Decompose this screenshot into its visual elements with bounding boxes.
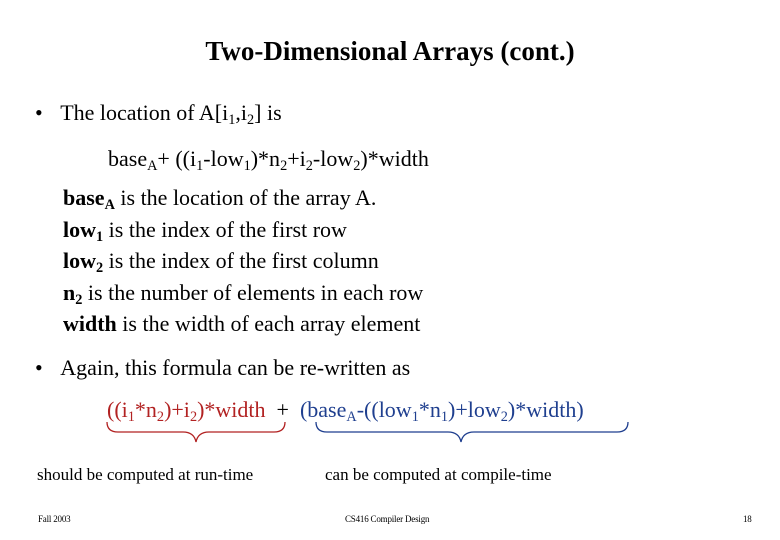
runtime-label: should be computed at run-time bbox=[37, 465, 254, 484]
compiletime-part: $(base_A-((low_1*n_1)+low_2)*width)$ bbox=[299, 397, 584, 425]
bullet-2-text: Again, this formula can be re-written as bbox=[60, 355, 411, 380]
definition-width: width is the width of each array element bbox=[63, 311, 421, 336]
definition-n2: $n_2$ is the number of elements in each row bbox=[63, 279, 424, 308]
definition-base: base$_A$ is the location of the array A. bbox=[63, 185, 377, 213]
compiletime-label: can be computed at compile-time bbox=[325, 465, 552, 484]
address-formula: base$_A$+ $((i_1-low_1)*n_2+i_2-low_2)*width$ bbox=[108, 146, 429, 174]
runtime-brace bbox=[107, 422, 285, 442]
bullet-1-text: The location of $A[i_1,i_2]$ is bbox=[60, 100, 282, 128]
footer-course: CS416 Compiler Design bbox=[345, 514, 430, 524]
bullet-marker: • bbox=[35, 100, 43, 125]
compiletime-brace bbox=[316, 422, 628, 442]
plus-sign: + bbox=[265, 397, 300, 422]
slide-title: Two-Dimensional Arrays (cont.) bbox=[205, 36, 575, 66]
definition-low1: low$_1$ is the index of the first row bbox=[63, 216, 347, 245]
bullet-marker: • bbox=[35, 355, 43, 380]
footer-date: Fall 2003 bbox=[38, 514, 71, 524]
definition-low2: low$_2$ is the index of the first column bbox=[63, 248, 379, 276]
footer-page-number: 18 bbox=[743, 514, 752, 524]
runtime-part: $((i_1*n_2)+i_2)*width$ bbox=[107, 397, 266, 425]
